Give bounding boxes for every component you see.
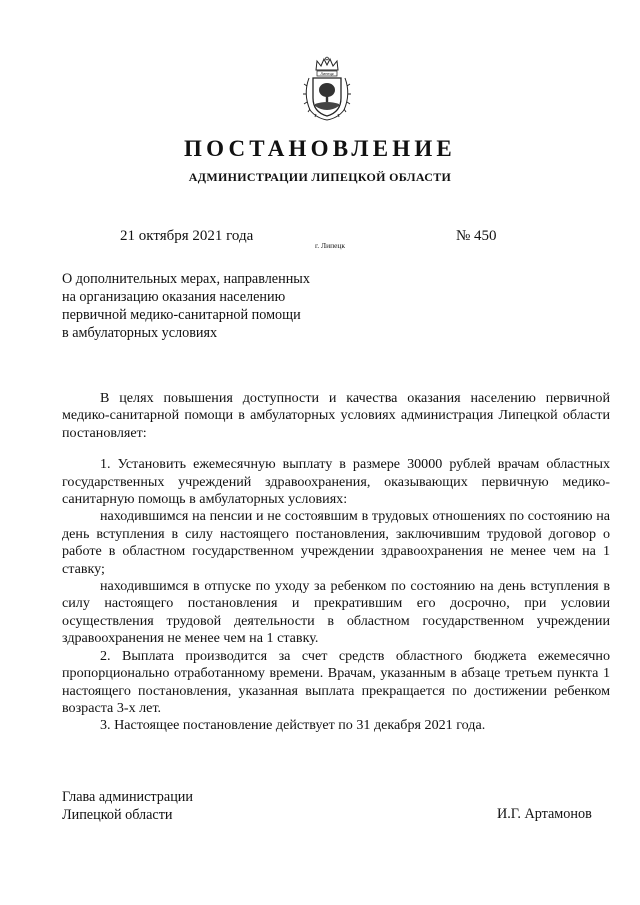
document-date: 21 октября 2021 года — [120, 228, 254, 244]
preamble-paragraph: В целях повышения доступности и качества оказания населению первичной медико-санитарной помощи в амбулаторных условиях администрация Липецкой области постановляет: — [62, 390, 610, 441]
signatory-position-line: Липецкой области — [62, 807, 173, 823]
subject-line: на организацию оказания населению — [62, 289, 286, 305]
emblem-ribbon-text: Липецк — [320, 71, 334, 77]
clause-1-subitem-b: находившимся в отпуске по уходу за ребенком по состоянию на день вступления в силу настоящего постановления и прекратившим его досрочно, при условии осуществления трудовой деятельности в областном государственном учреждении здравоохранения не менее чем на 1 ставку. — [62, 578, 610, 647]
document-city: г. Липецк — [315, 241, 346, 250]
signatory-name: И.Г. Артамонов — [497, 806, 592, 822]
clause-1-paragraph: 1. Установить ежемесячную выплату в размере 30000 рублей врачам областных государственных учреждений здравоохранения, оказывающих первичную медико-санитарную помощь в амбулаторных условиях: — [62, 456, 610, 508]
clause-2-paragraph: 2. Выплата производится за счет средств областного бюджета ежемесячно пропорционально отработанному времени. Врачам, указанным в абзаце третьем пункта 1 настоящего постановления, указанная выплата прекращается по достижении ребенком возраста 3-х лет. — [62, 647, 610, 716]
coat-of-arms-icon — [300, 56, 354, 124]
clause-1-subitem-a: находившимся на пенсии и не состоявшим в трудовых отношениях по состоянию на день вступления в силу настоящего постановления, заключившим трудовой договор о работе в областном государственном учреждении здравоохранения не менее чем на 1 ставку; — [62, 508, 610, 577]
document-number: № 450 — [456, 228, 497, 244]
clause-3-paragraph: 3. Настоящее постановление действует по 31 декабря 2021 года. — [100, 717, 486, 734]
subject-line: первичной медико-санитарной помощи — [62, 307, 301, 323]
coat-of-arms-emblem — [300, 56, 354, 124]
signatory-position — [62, 788, 193, 824]
signatory-position-line: Глава администрации — [62, 789, 193, 805]
document-subject — [62, 270, 382, 342]
issuing-authority: АДМИНИСТРАЦИИ ЛИПЕЦКОЙ ОБЛАСТИ — [188, 170, 452, 184]
document-body — [62, 390, 610, 735]
document-title: ПОСТАНОВЛЕНИЕ — [184, 136, 456, 161]
subject-line: О дополнительных мерах, направленных — [62, 271, 310, 287]
subject-line: в амбулаторных условиях — [62, 325, 218, 341]
